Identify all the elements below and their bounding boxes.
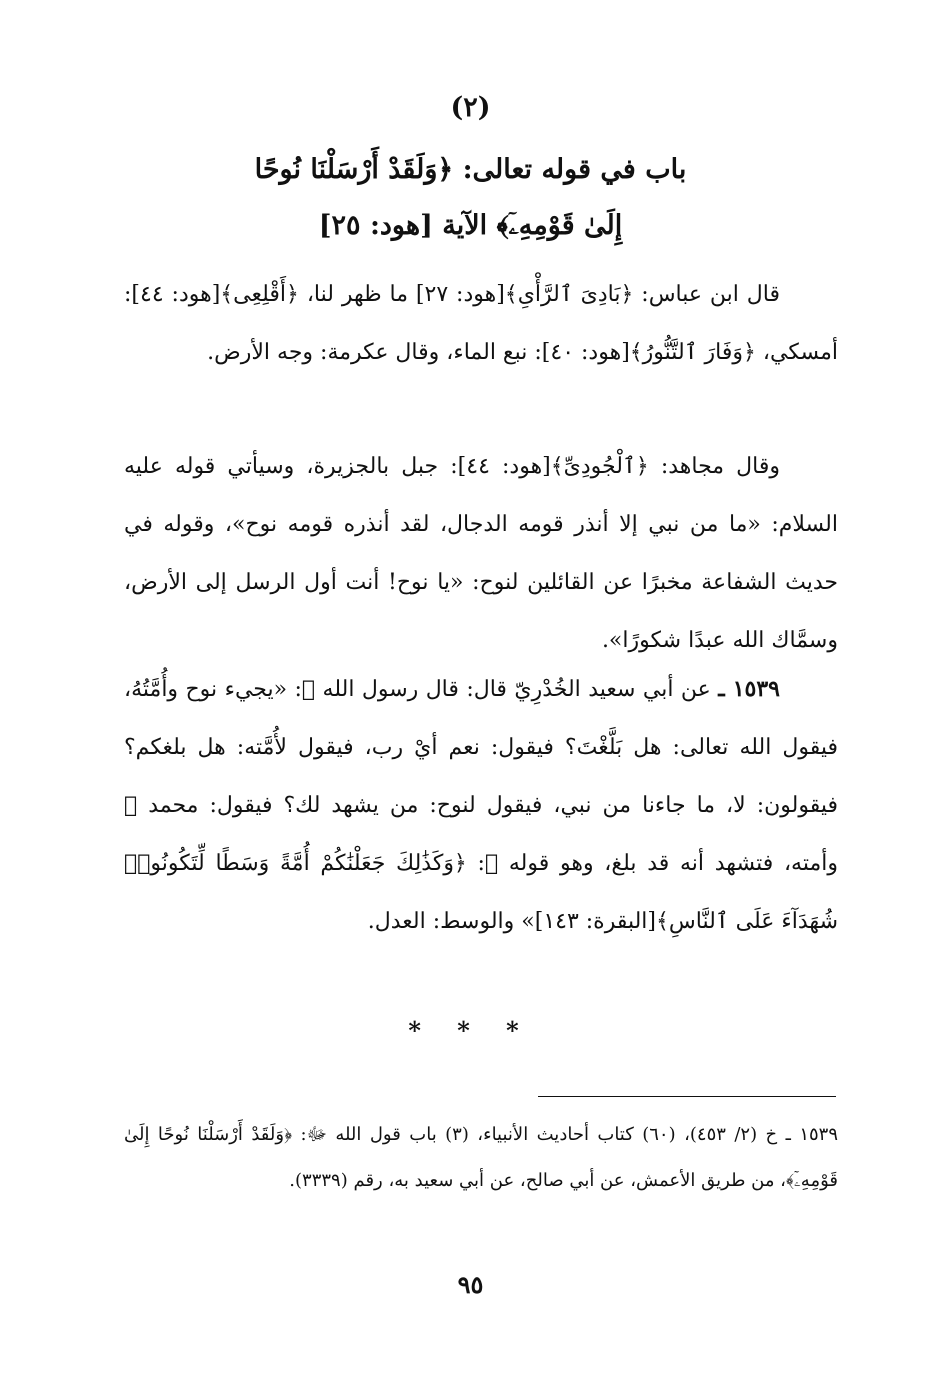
chapter-number: (٢)	[450, 92, 491, 123]
chapter-heading-line-1: باب في قوله تعالى: ﴿وَلَقَدْ أَرْسَلْنَا نُوحًا	[254, 154, 687, 185]
section-separator: * * *	[408, 1016, 533, 1045]
hadith-1539	[124, 660, 838, 951]
footnote-1539: ١٥٣٩ ـ خ (٢/ ٤٥٣)، (٦٠) كتاب أحاديث الأنبياء، (٣) باب قول الله ﷻ: ﴿وَلَقَدْ أَرْسَلْنَا نُوحًا إِلَىٰ قَوْمِهِۦٓ﴾، من طريق الأعمش، عن أبي صالح، عن أبي سعيد به، رقم (٣٣٣٩).	[124, 1124, 838, 1191]
paragraph-ibn-abbas: قال ابن عباس: ﴿بَادِىَ ٱلرَّأْىِ﴾[هود: ٢٧] ما ظهر لنا، ﴿أَقْلِعِى﴾[هود: ٤٤]: أمسكي، ﴿وَفَارَ ٱلتَّنُّورُ﴾[هود: ٤٠]: نبع الماء، وقال عكرمة: وجه الأرض.	[124, 282, 838, 365]
page-number: ٩٥	[457, 1270, 484, 1299]
chapter-heading-line-2: إِلَىٰ قَوْمِهِۦٓ﴾ الآية [هود: ٢٥]	[318, 210, 623, 241]
footnote-divider	[538, 1096, 836, 1097]
paragraph-mujahid: وقال مجاهد: ﴿ٱلْجُودِىِّ﴾[هود: ٤٤]: جبل بالجزيرة، وسيأتي قوله عليه السلام: «ما من نبي إلا أنذر قومه الدجال، لقد أنذره قومه نوح»، وقوله في حديث الشفاعة مخبرًا عن القائلين لنوح: «يا نوح! أنت أول الرسل إلى الأرض، وسمَّاك الله عبدًا شكورًا».	[124, 454, 838, 653]
hadith-text: عن أبي سعيد الخُدْرِيّ قال: قال رسول الله ﷺ: «يجيء نوح وأُمَّتُهُ، فيقول الله تعالى: هل بَلَّغْتَ؟ فيقول: نعم أيْ رب، فيقول لأُمَّته: هل بلغكم؟ فيقولون: لا، ما جاءنا من نبي، فيقول لنوح: من يشهد لك؟ فيقول: محمد ﷺ وأمته، فتشهد أنه قد بلغ، وهو قوله ﷻ: ﴿وَكَذَٰلِكَ جَعَلْنَٰكُمْ أُمَّةً وَسَطًا لِّتَكُونُوا۟ شُهَدَآءَ عَلَى ٱلنَّاسِ﴾[البقرة: ١٤٣]» والوسط: العدل.	[124, 677, 838, 934]
hadith-number: ١٥٣٩ ـ	[718, 676, 780, 702]
